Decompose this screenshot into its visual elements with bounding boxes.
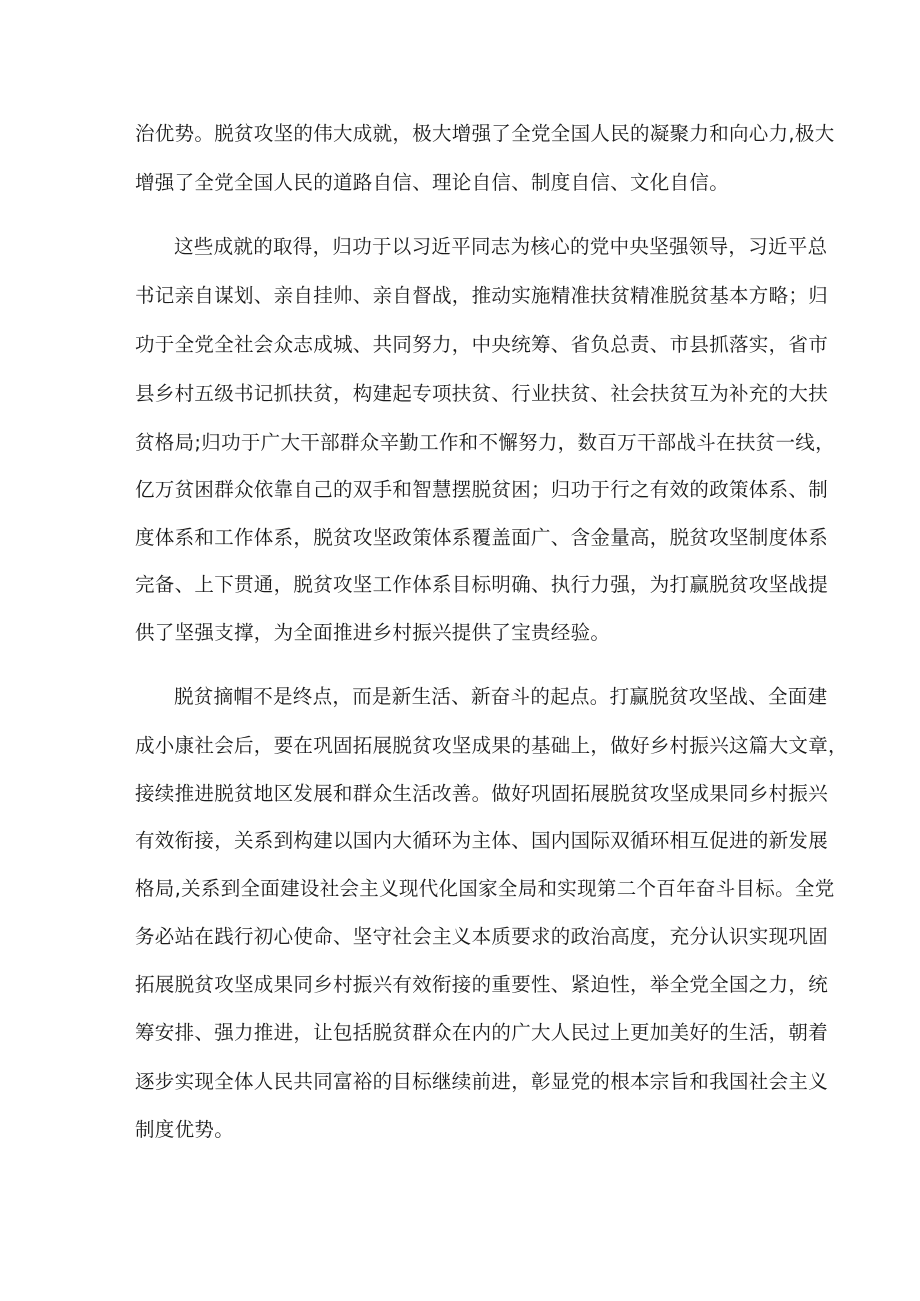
paragraph-line: 亿万贫困群众依靠自己的双手和智慧摆脱贫困；归功于行之有效的政策体系、制	[135, 478, 829, 501]
paragraph-line: 有效衔接，关系到构建以国内大循环为主体、国内国际双循环相互促进的新发展	[135, 829, 829, 852]
paragraph-line: 县乡村五级书记抓扶贫，构建起专项扶贫、行业扶贫、社会扶贫互为补充的大扶	[135, 382, 829, 405]
paragraph-line: 治优势。脱贫攻坚的伟大成就，极大增强了全党全国人民的凝聚力和向心力,极大	[135, 122, 835, 145]
paragraph-line: 格局,关系到全面建设社会主义现代化国家全局和实现第二个百年奋斗目标。全党	[135, 877, 835, 900]
paragraph-line: 拓展脱贫攻坚成果同乡村振兴有效衔接的重要性、紧迫性，举全党全国之力，统	[135, 973, 829, 996]
paragraph-line: 制度优势。	[135, 1118, 235, 1141]
paragraph-line: 逐步实现全体人民共同富裕的目标继续前进，彰显党的根本宗旨和我国社会主义	[135, 1070, 829, 1093]
paragraph-line: 度体系和工作体系，脱贫攻坚政策体系覆盖面广、含金量高，脱贫攻坚制度体系	[135, 526, 829, 549]
paragraph-line: 完备、上下贯通，脱贫攻坚工作体系目标明确、执行力强，为打赢脱贫攻坚战提	[135, 573, 829, 596]
paragraph-line: 这些成就的取得，归功于以习近平同志为核心的党中央坚强领导，习近平总	[174, 235, 828, 258]
paragraph-line: 成小康社会后，要在巩固拓展脱贫攻坚成果的基础上，做好乡村振兴这篇大文章，	[135, 734, 848, 757]
paragraph-line: 功于全党全社会众志成城、共同努力，中央统筹、省负总责、市县抓落实，省市	[135, 333, 829, 356]
paragraph-line: 筹安排、强力推进，让包括脱贫群众在内的广大人民过上更加美好的生活，朝着	[135, 1021, 829, 1044]
paragraph-line: 接续推进脱贫地区发展和群众生活改善。做好巩固拓展脱贫攻坚成果同乡村振兴	[135, 782, 829, 805]
paragraph-line: 供了坚强支撑，为全面推进乡村振兴提供了宝贵经验。	[135, 621, 611, 644]
paragraph-line: 书记亲自谋划、亲自挂帅、亲自督战，推动实施精准扶贫精准脱贫基本方略；归	[135, 284, 829, 307]
paragraph-line: 增强了全党全国人民的道路自信、理论自信、制度自信、文化自信。	[135, 171, 730, 194]
paragraph-line: 贫格局;归功于广大干部群众辛勤工作和不懈努力，数百万干部战斗在扶贫一线，	[135, 431, 835, 454]
paragraph-line: 脱贫摘帽不是终点，而是新生活、新奋斗的起点。打赢脱贫攻坚战、全面建	[174, 685, 828, 708]
paragraph-line: 务必站在践行初心使命、坚守社会主义本质要求的政治高度，充分认识实现巩固	[135, 925, 829, 948]
